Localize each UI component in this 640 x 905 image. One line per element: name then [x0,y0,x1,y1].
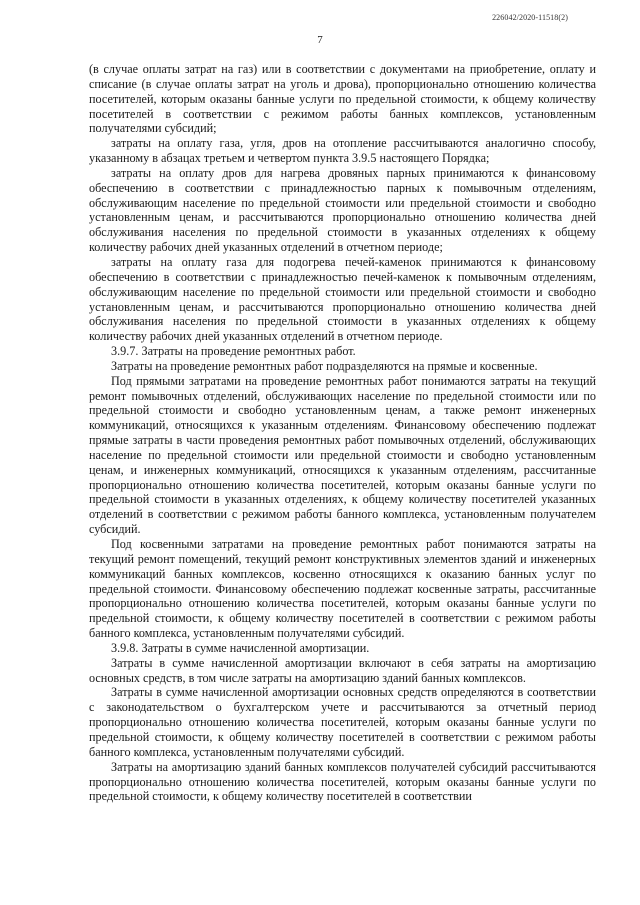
document-id: 226042/2020-11518(2) [492,13,568,22]
paragraph-direct-repair-costs: Под прямыми затратами на проведение ремонтных работ понимаются затраты на текущий ремонт помывочных отделений, обслуживающих население по предельной стоимости или по предельной стоимости и свободно установленным ценам, а также ремонт инженерных коммуникаций, относящихся к указанным отделениям. Финансовому обеспечению подлежат прямые затраты в части проведения ремонтных работ помывочных отделений, обслуживающих население по предельной стоимости или предельной стоимости и свободно установленным ценам, и инженерных коммуникаций, относящихся к указанным отделениям, рассчитанные пропорционально отношению количества посетителей, которым оказаны банные услуги по предельной стоимости в указанных отделениях, к общему количеству посетителей указанных отделений в соответствии с режимом работы банного комплекса, установленным получателем субсидий. [89,373,596,537]
paragraph-repair-types: Затраты на проведение ремонтных работ подразделяются на прямые и косвенные. [111,358,538,373]
paragraph-continuation: (в случае оплаты затрат на газ) или в соответствии с документами на приобретение, оплату и списание (в случае оплаты затрат на уголь и дрова), пропорционально отношению количества посетителей, которым оказаны банные услуги по предельной стоимости, к общему количеству посетителей в соответствии с режимом работы банных комплексов, установленным получателями субсидий; [89,62,596,136]
page-number: 7 [317,34,323,46]
paragraph-indirect-repair-costs: Под косвенными затратами на проведение ремонтных работ понимаются затраты на текущий ремонт помещений, текущий ремонт конструктивных элементов зданий и инженерных коммуникаций банных комплексов, косвенно относящихся к оказанию банных услуг по предельной стоимости. Финансовому обеспечению подлежат косвенные затраты, рассчитанные пропорционально отношению количества посетителей, которым оказаны банные услуги по предельной стоимости, к общему количеству посетителей в соответствии с режимом работы банного комплекса, установленным получателями субсидий. [89,537,596,641]
paragraph-depreciation-scope: Затраты в сумме начисленной амортизации включают в себя затраты на амортизацию основных средств, в том числе затраты на амортизацию зданий банных комплексов. [89,655,596,685]
paragraph-depreciation-calculation: Затраты в сумме начисленной амортизации основных средств определяются в соответствии с законодательством о бухгалтерском учете и рассчитываются за отчетный период пропорционально отношению количества посетителей, которым оказаны банные услуги по предельной стоимости, к общему количеству посетителей в соответствии с режимом работы банного комплекса, установленным получателями субсидий. [89,685,596,759]
paragraph-building-depreciation: Затраты на амортизацию зданий банных комплексов получателей субсидий рассчитываются пропорционально отношению количества посетителей, которым оказаны банные услуги по предельной стоимости, к общему количеству посетителей в соответствии [89,759,596,804]
section-heading-3-9-7: 3.9.7. Затраты на проведение ремонтных работ. [111,344,356,359]
paragraph-gas-stove-costs: затраты на оплату газа для подогрева печей-каменок принимаются к финансовому обеспечению в соответствии с принадлежностью печей-каменок к помывочным отделениям, обслуживающим население по предельной стоимости или предельной стоимости и свободно установленным ценам, и рассчитываются пропорционально отношению количества дней обслуживания населения по предельной стоимости в указанных отделениях к общему количеству рабочих дней указанных отделений в отчетном периоде. [89,254,596,344]
paragraph-heating-costs: затраты на оплату газа, угля, дров на отопление рассчитываются аналогично способу, указанному в абзацах третьем и четвертом пункта 3.9.5 настоящего Порядка; [89,136,596,166]
paragraph-firewood-costs: затраты на оплату дров для нагрева дровяных парных принимаются к финансовому обеспечению в соответствии с принадлежностью парных к помывочным отделениям, обслуживающим население по предельной стоимости или предельной стоимости и свободно установленным ценам, и рассчитываются пропорционально отношению количества дней обслуживания населения по предельной стоимости в указанных отделениях к общему количеству рабочих дней указанных отделений в отчетном периоде; [89,165,596,255]
section-heading-3-9-8: 3.9.8. Затраты в сумме начисленной амортизации. [111,640,370,655]
document-body [89,62,596,804]
